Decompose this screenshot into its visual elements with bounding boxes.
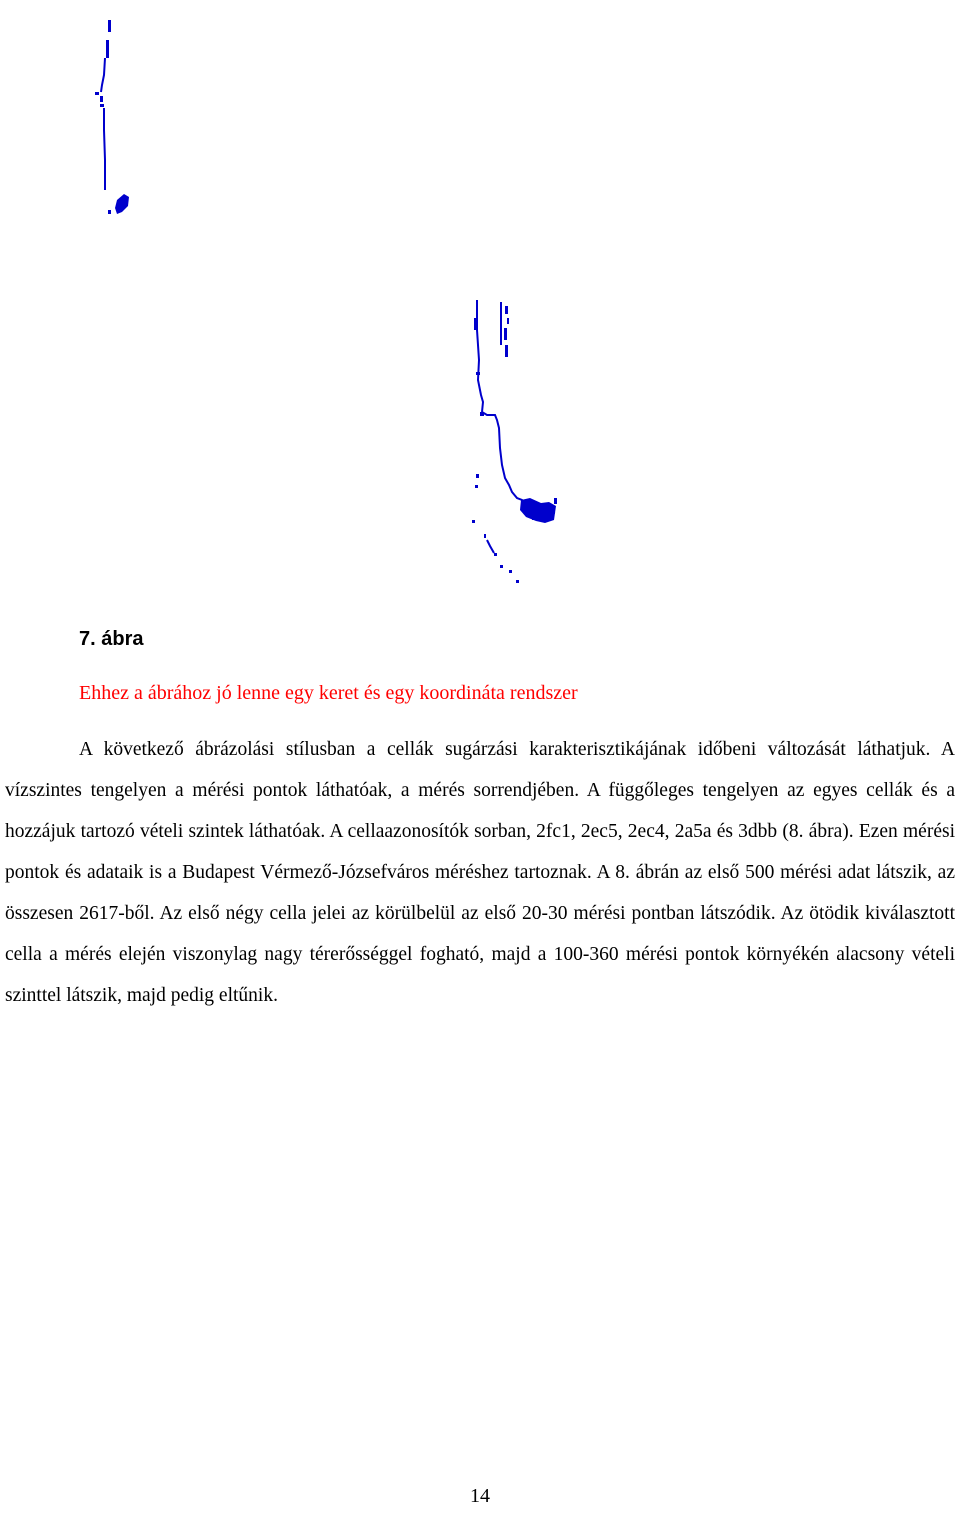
figure-caption: 7. ábra (79, 628, 144, 650)
page-number: 14 (470, 1485, 490, 1507)
signal-trace-figure (0, 0, 960, 600)
trace-upper-left (95, 20, 129, 214)
trace-lower-right (472, 300, 557, 583)
body-paragraph: A következő ábrázolási stílusban a cellák sugárzási karakterisztikájának időbeni változását láthatjuk. A vízszintes tengelyen a mérési pontok láthatóak, a mérés sorrendjében. A függőleges tengelyen az egyes cellák és a hozzájuk tartozó vételi szintek láthatóak. A cellaazonosítók sorban, 2fc1, 2ec5, 2ec4, 2a5a és 3dbb (8. ábra). Ezen mérési pontok és adataik is a Budapest Vérmező-Józsefváros méréshez tartoznak. A 8. ábrán az első 500 mérési adat látszik, az összesen 2617-ből. Az első négy cella jelei az körülbelül az első 20-30 mérési pontban látszódik. Az ötödik kiválasztott cella a mérés elején viszonylag nagy térerősséggel fogható, majd a 100-360 mérési pontok környékén alacsony vételi szinttel látszik, majd pedig eltűnik. (5, 739, 955, 1006)
editor-note: Ehhez a ábrához jó lenne egy keret és egy koordináta rendszer (79, 682, 578, 704)
